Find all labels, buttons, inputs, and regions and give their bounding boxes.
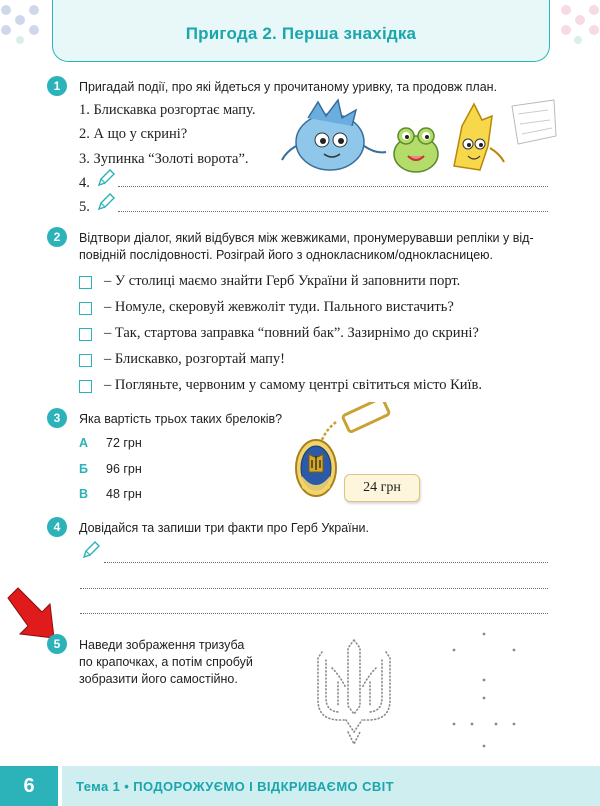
characters-illustration <box>268 96 558 176</box>
answer-line[interactable] <box>118 211 548 212</box>
task5-line3: зобразити його самостійно. <box>79 672 238 686</box>
task-number-2: 2 <box>47 227 67 247</box>
order-checkbox[interactable] <box>79 380 92 393</box>
task3-question: Яка вартість трьох таких брелоків? <box>79 412 283 426</box>
order-checkbox[interactable] <box>79 302 92 315</box>
task2-question-line2: повідній послідовності. Розіграй його з однокласником/однокласницею. <box>79 248 494 262</box>
task-number-4: 4 <box>47 517 67 537</box>
page-number: 6 <box>0 766 58 806</box>
option-letter-c[interactable]: В <box>79 487 89 501</box>
plan-item-1: 1. Блискавка розгортає мапу. <box>79 102 256 118</box>
answer-line[interactable] <box>118 186 548 187</box>
freehand-dots[interactable] <box>440 628 520 752</box>
dialog-line-3: – Так, стартова заправка “повний бак”. Зазирнімо до скрині? <box>104 325 479 341</box>
lesson-header <box>52 0 550 62</box>
footer-topic: Тема 1 • ПОДОРОЖУЄМО І ВІДКРИВАЄМО СВІТ <box>76 779 394 794</box>
task2-question-line1: Відтвори діалог, який відбувся між жевжиками, пронумерувавши репліки у від- <box>79 231 534 245</box>
dialog-line-5: – Погляньте, червоним у самому центрі світиться місто Київ. <box>104 377 483 393</box>
order-checkbox[interactable] <box>79 276 92 289</box>
task1-question: Пригадай події, про які йдеться у прочитаному уривку, та продовж план. <box>79 80 498 94</box>
dialog-line-4: – Блискавко, розгортай мапу! <box>104 351 285 367</box>
dialog-line-2: – Номуле, скеровуй жевжоліт туди. Пального вистачить? <box>104 299 454 315</box>
plan-item-3: 3. Зупинка “Золоті ворота”. <box>79 151 249 167</box>
trident-tracing-template[interactable] <box>312 636 396 748</box>
answer-line[interactable] <box>80 613 548 614</box>
task5-line2: по крапочках, а потім спробуй <box>79 655 253 669</box>
dialog-line-1: – У столиці маємо знайти Герб України й заповнити порт. <box>104 273 461 289</box>
answer-line[interactable] <box>104 562 548 563</box>
option-letter-a[interactable]: А <box>79 436 89 450</box>
option-letter-b[interactable]: Б <box>79 462 88 476</box>
plan-item-5: 5. <box>79 199 90 215</box>
page-title: Пригода 2. Перша знахідка <box>185 24 417 43</box>
task-number-5: 5 <box>47 634 67 654</box>
plan-item-4: 4. <box>79 175 90 191</box>
plan-item-2: 2. А що у скрині? <box>79 126 188 142</box>
order-checkbox[interactable] <box>79 328 92 341</box>
pencil-icon <box>96 168 116 188</box>
task4-question: Довідайся та запиши три факти про Герб України. <box>79 521 369 535</box>
option-value-b[interactable]: 96 грн <box>106 462 142 476</box>
task-number-1: 1 <box>47 76 67 96</box>
option-value-c[interactable]: 48 грн <box>106 487 142 501</box>
price-tag: 24 грн <box>344 474 420 502</box>
option-value-a[interactable]: 72 грн <box>106 436 142 450</box>
pencil-icon <box>81 540 101 560</box>
order-checkbox[interactable] <box>79 354 92 367</box>
pencil-icon <box>96 192 116 212</box>
task-number-3: 3 <box>47 408 67 428</box>
task5-line1: Наведи зображення тризуба <box>79 638 245 652</box>
answer-line[interactable] <box>80 588 548 589</box>
